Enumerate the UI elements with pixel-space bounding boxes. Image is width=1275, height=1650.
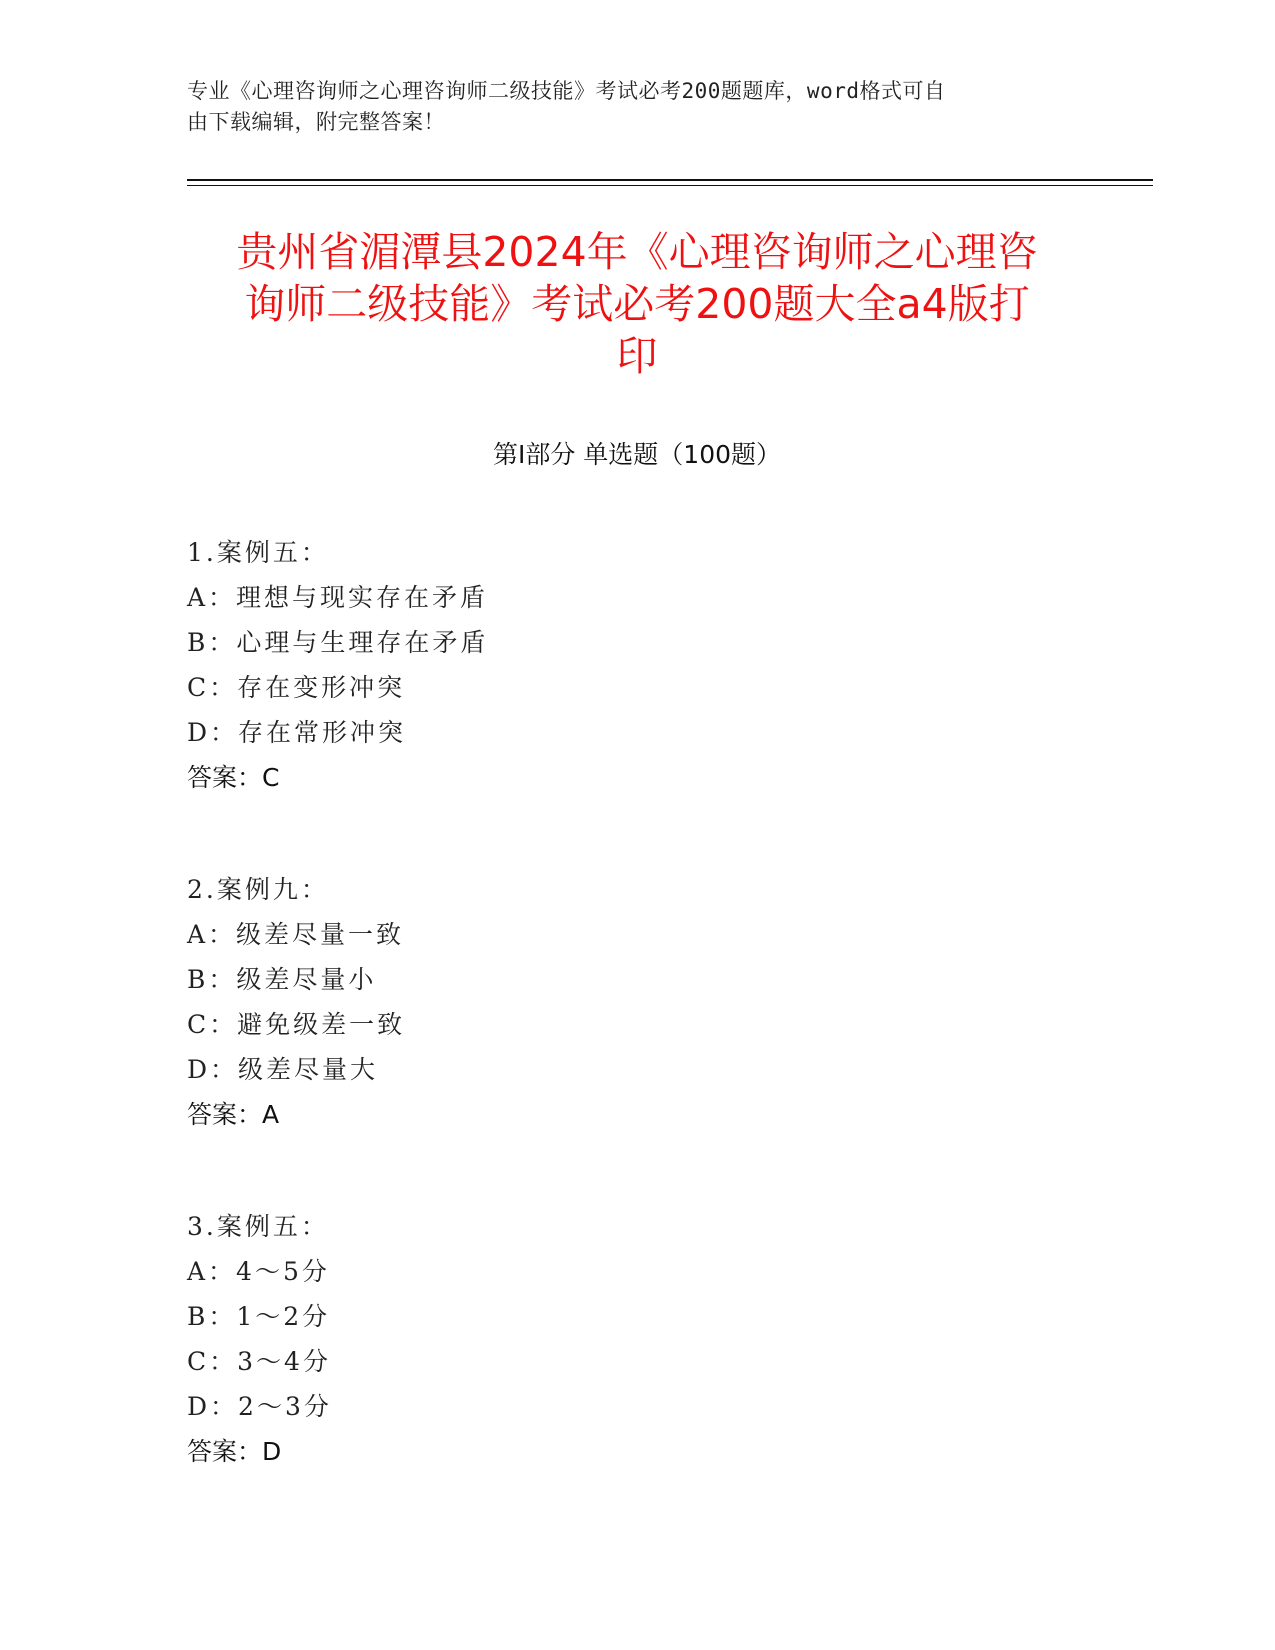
question-3	[187, 1204, 1087, 1474]
option-c: C：3～4分	[187, 1347, 331, 1376]
document-title-line-1: 贵州省湄潭县2024年《心理咨询师之心理咨	[236, 228, 1038, 276]
question-list	[187, 530, 1087, 1474]
header-note-line-1: 专业《心理咨询师之心理咨询师二级技能》考试必考200题题库，word格式可自	[187, 79, 946, 103]
option-a: A：4～5分	[187, 1257, 330, 1286]
answer: 答案：C	[187, 763, 280, 792]
option-a: A：级差尽量一致	[187, 920, 405, 949]
option-c: C：存在变形冲突	[187, 673, 406, 702]
option-b: B：级差尽量小	[187, 965, 377, 994]
header-note-line-2: 由下载编辑，附完整答案！	[187, 110, 445, 134]
answer: 答案：D	[187, 1437, 282, 1466]
question-1	[187, 530, 1087, 800]
option-d: D：存在常形冲突	[187, 718, 407, 747]
header-rule-thin	[187, 185, 1153, 186]
option-d: D：2～3分	[187, 1392, 332, 1421]
question-stem: 2.案例九：	[187, 875, 329, 904]
document-title-line-2: 询师二级技能》考试必考200题大全a4版打	[244, 280, 1030, 328]
header-note	[187, 76, 1067, 138]
question-stem: 1.案例五：	[187, 538, 329, 567]
option-c: C：避免级差一致	[187, 1010, 406, 1039]
option-b: B：心理与生理存在矛盾	[187, 628, 489, 657]
question-stem: 3.案例五：	[187, 1212, 329, 1241]
question-2	[187, 867, 1087, 1137]
option-d: D：级差尽量大	[187, 1055, 379, 1084]
section-title: 第I部分 单选题（100题）	[492, 440, 782, 469]
option-b: B：1～2分	[187, 1302, 331, 1331]
answer: 答案：A	[187, 1100, 280, 1129]
document-title	[187, 226, 1087, 382]
header-rule-thick	[187, 179, 1153, 181]
option-a: A：理想与现实存在矛盾	[187, 583, 489, 612]
document-title-line-3: 印	[616, 332, 658, 380]
